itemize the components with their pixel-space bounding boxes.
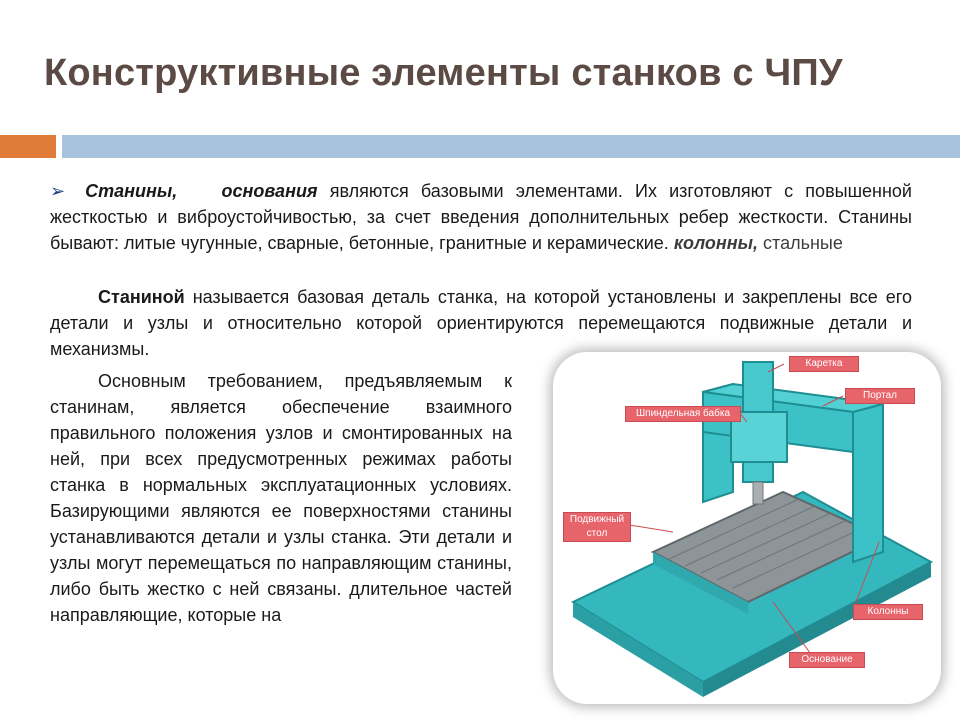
label-carriage: Каретка xyxy=(789,356,859,372)
overlay-long: длительное xyxy=(349,579,448,599)
term-bases: основания xyxy=(221,181,318,201)
label-portal: Портал xyxy=(845,388,915,404)
paragraph-frames-text: являются базовыми элементами. Их изготовляют с повышенной жесткостью и виброустойчивостью, за счет введения дополнительных ребер жесткости. Станины бывают: литые чугунные, сварные, бетонные, гранитные и керамические. xyxy=(50,181,912,253)
accent-bar-blue xyxy=(62,135,960,158)
label-table: Подвижный стол xyxy=(563,512,631,542)
paragraph-frames xyxy=(50,178,912,256)
page-title: Конструктивные элементы станков с ЧПУ xyxy=(44,52,843,94)
accent-bar-orange xyxy=(0,135,56,158)
term-frames: Станины, xyxy=(85,181,178,201)
label-columns: Колонны xyxy=(853,604,923,620)
overlay-on: на xyxy=(261,605,282,625)
machine-figure xyxy=(553,352,941,704)
overlay-parts: частей xyxy=(455,579,512,599)
paragraph-requirements xyxy=(50,368,512,628)
overlay-steel: стальные xyxy=(763,233,843,253)
overlay-which: которые xyxy=(187,605,257,625)
label-spindle: Шпиндельная бабка xyxy=(625,406,741,422)
paragraph-requirements-text: Основным требованием, предъявляемым к станинам, является обеспечение взаимного правильного положения узлов и смонтированных на ней, при всех предусмотренных режимах работы станка в нормальных эксплуатационных условиях. Базирующими являются ее поверхностями станины устанавливаются детали и узлы станка. Эти детали и узлы могут перемещаться по направляющим станины, либо быть жестко с ней связаны. xyxy=(50,371,512,599)
paragraph-definition-text: называется базовая деталь станка, на которой установлены и закреплены все его детали и узлы и относительно которой ориентируются перемещаются подвижные детали и механизмы. xyxy=(50,287,912,359)
arrow-bullet-icon: ➢ xyxy=(50,181,66,201)
paragraph-definition xyxy=(50,284,912,362)
overlay-guides: направляющие, xyxy=(50,605,183,625)
overlay-columns: колонны, xyxy=(673,233,759,253)
label-base: Основание xyxy=(789,652,865,668)
term-frame-def: Станиной xyxy=(98,287,185,307)
